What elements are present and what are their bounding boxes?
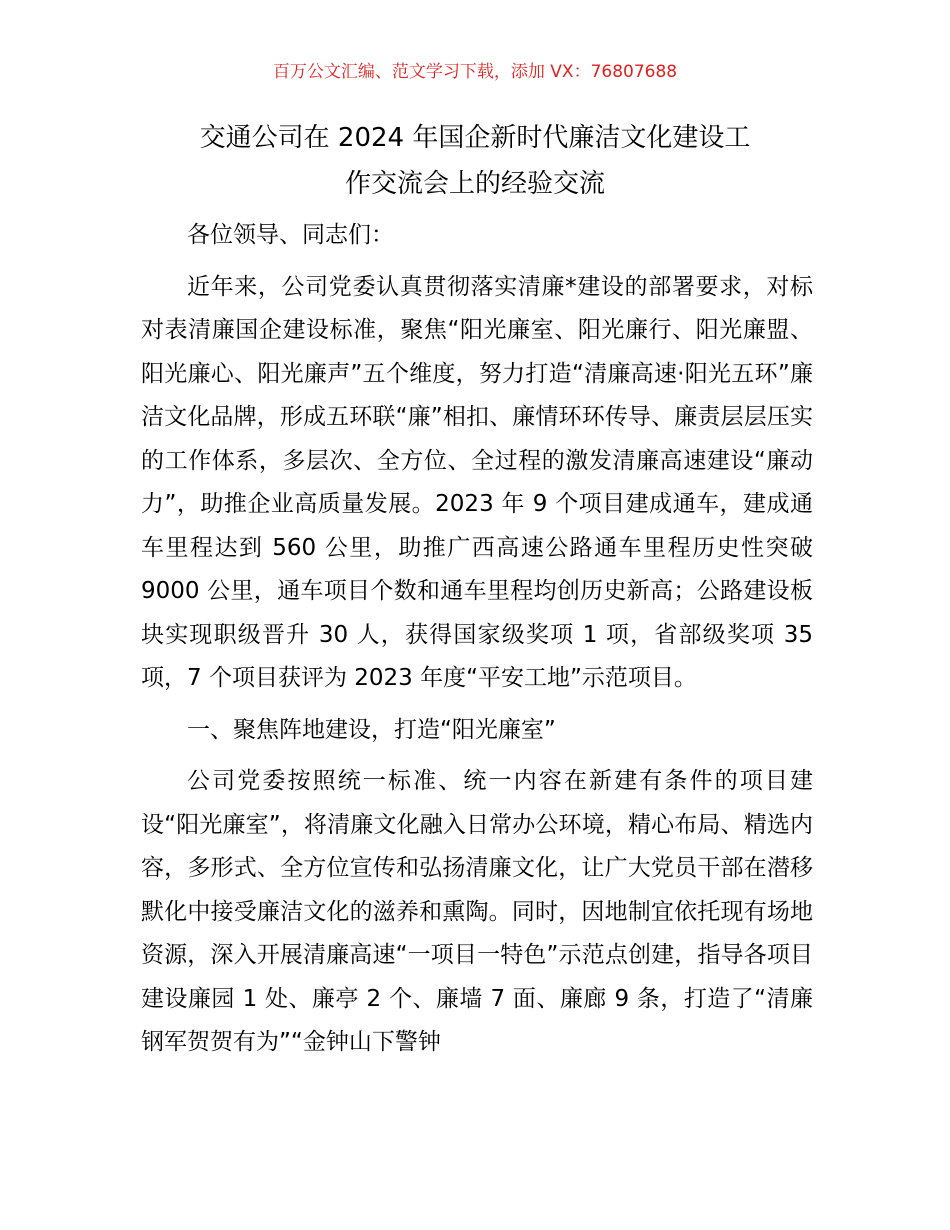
paragraph-section-1: 公司党委按照统一标准、统一内容在新建有条件的项目建设“阳光廉室”，将清廉文化融入日常办公环境，精心布局、精选内容，多形式、全方位宣传和弘扬清廉文化，让广大党员干部在潜移默化中接受廉洁文化的滋养和熏陶。同时，因地制宜依托现有场地资源，深入开展清廉高速“一项目一特色”示范点创建，指导各项目建设廉园 1 处、廉亭 2 个、廉墙 7 面、廉廊 9 条，打造了“清廉钢军贺贺有为”“金钟山下警钟 [141, 768, 813, 1055]
title-line-1: 交通公司在 2024 年国企新时代廉洁文化建设工 [199, 123, 751, 153]
section-heading-1: 一、聚焦阵地建设，打造“阳光廉室” [187, 716, 556, 743]
header-ad-banner: 百万公文汇编、范文学习下载，添加 VX：76807688 [272, 62, 678, 82]
greeting: 各位领导、同志们： [187, 222, 394, 248]
paragraph-intro: 近年来，公司党委认真贯彻落实清廉*建设的部署要求，对标对表清廉国企建设标准，聚焦“阳光廉室、阳光廉行、阳光廉盟、阳光廉心、阳光廉声”五个维度，努力打造“清廉高速·阳光五环”廉洁文化品牌，形成五环联“廉”相扣、廉情环环传导、廉责层层压实的工作体系，多层次、全方位、全过程的激发清廉高速建设“廉动力”，助推企业高质量发展。2023 年 9 个项目建成通车，建成通车里程达到 560 公里，助推广西高速公路通车里程历史性突破 9000 公里，通车项目个数和通车里程均创历史新高；公路建设板块实现职级晋升 30 人，获得国家级奖项 1 项，省部级奖项 35 项，7 个项目获评为 2023 年度“平安工地”示范项目。 [141, 273, 813, 691]
document-body [141, 214, 813, 1073]
title-line-2: 作交流会上的经验交流 [344, 169, 605, 199]
document-title [130, 115, 820, 207]
